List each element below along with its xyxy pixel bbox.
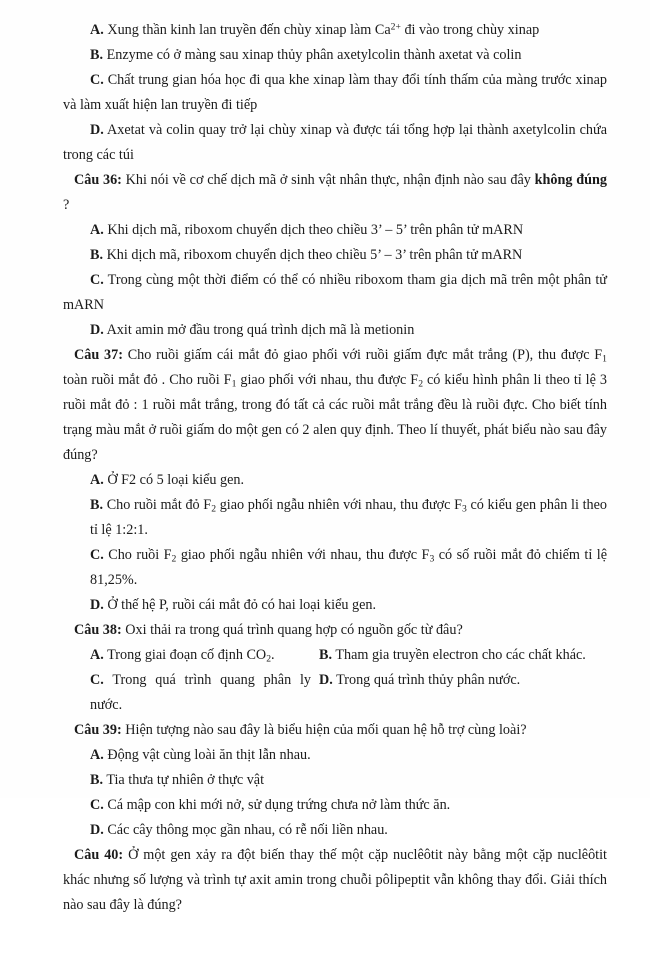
option-b bbox=[63, 768, 607, 793]
option-letter: C. bbox=[90, 672, 104, 688]
subscript-co2: 2 bbox=[266, 653, 272, 665]
question-stem-text: Cho ruồi giấm cái mắt đỏ giao phối với ruồi giấm đực mắt trắng (P), thu được $F_1$ toàn ruồi mắt đỏ . Cho ruồi $F_1$ giao phối với nhau, thu được $F_2$ có kiểu hình phân li theo tỉ lệ 3 ruồi mắt đỏ : 1 ruồi mắt trắng, trong đó tất cả các ruồi mắt trắng đều là ruồi đực. Cho biết tính trạng màu mắt ở ruồi giấm do một gen có 2 alen quy định. Theo lí thuyết, phát biểu nào sau đây đúng? bbox=[63, 347, 607, 463]
option-letter: B. bbox=[319, 647, 333, 663]
option-text-before: Xung thần kinh lan truyền đến chùy xinap làm Ca bbox=[107, 22, 391, 38]
option-letter: C. bbox=[90, 547, 104, 563]
question-37 bbox=[63, 343, 607, 618]
question-38 bbox=[63, 618, 607, 718]
option-text: Chất trung gian hóa học đi qua khe xinap làm thay đổi tính thấm của màng trước xinap và làm xuất hiện lan truyền đi tiếp bbox=[63, 72, 607, 113]
option-text: Trong cùng một thời điểm có thể có nhiều riboxom tham gia dịch mã trên một phân tử mARN bbox=[63, 272, 607, 313]
option-c bbox=[63, 268, 607, 318]
option-b bbox=[63, 493, 607, 543]
option-text-before: Trong giai đoạn cố định CO bbox=[107, 647, 267, 663]
option-b bbox=[311, 643, 607, 668]
option-a bbox=[63, 743, 607, 768]
subscript: 3 bbox=[462, 503, 467, 515]
option-letter: C. bbox=[90, 272, 104, 288]
option-a bbox=[63, 468, 607, 493]
question-number: Câu 38: bbox=[74, 622, 122, 638]
carryover-option-group bbox=[63, 18, 607, 168]
option-text: Khi dịch mã, riboxom chuyển dịch theo chiều 5’ – 3’ trên phân tử mARN bbox=[106, 247, 523, 263]
question-stem-text: Oxi thải ra trong quá trình quang hợp có nguồn gốc từ đâu? bbox=[125, 622, 463, 638]
option-b bbox=[63, 243, 607, 268]
question-stem-text: Ở một gen xảy ra đột biến thay thế một cặp nuclêôtit này bằng một cặp nuclêôtit khác nhưng số lượng và trình tự axit amin trong chuỗi pôlipeptit vẫn không thay đổi. Giải thích nào sau đây là đúng? bbox=[63, 847, 607, 913]
option-text: Axit amin mở đầu trong quá trình dịch mã là metionin bbox=[106, 322, 415, 338]
option-d bbox=[63, 593, 607, 618]
option-text-after: . bbox=[271, 647, 275, 663]
option-text: Trong quá trình thủy phân nước. bbox=[336, 672, 521, 688]
subscript: 1 bbox=[231, 378, 237, 390]
option-text: Khi dịch mã, riboxom chuyển dịch theo chiều 3’ – 5’ trên phân tử mARN bbox=[107, 222, 524, 238]
option-row-2 bbox=[63, 668, 607, 718]
option-letter: A. bbox=[90, 22, 104, 38]
option-letter: A. bbox=[90, 222, 104, 238]
question-40 bbox=[63, 843, 607, 918]
option-letter: D. bbox=[90, 322, 104, 338]
option-a bbox=[63, 643, 311, 668]
option-letter: B. bbox=[90, 47, 104, 63]
option-letter: A. bbox=[90, 747, 104, 763]
option-c bbox=[63, 793, 607, 818]
question-stem bbox=[63, 718, 607, 743]
subscript: 3 bbox=[429, 553, 435, 565]
option-letter: C. bbox=[90, 72, 104, 88]
option-letter: D. bbox=[90, 597, 104, 613]
question-stem-tail: ? bbox=[63, 197, 70, 213]
question-stem bbox=[63, 618, 607, 643]
option-letter: D. bbox=[90, 822, 104, 838]
option-text: Axetat và colin quay trở lại chùy xinap và được tái tổng hợp lại thành axetylcolin chứa trong các túi bbox=[63, 122, 608, 163]
question-number: Câu 40: bbox=[74, 847, 124, 863]
option-d bbox=[63, 318, 607, 343]
option-letter: B. bbox=[90, 772, 104, 788]
option-text: Các cây thông mọc gần nhau, có rễ nối liền nhau. bbox=[107, 822, 388, 838]
option-text: Cá mập con khi mới nở, sử dụng trứng chưa nở làm thức ăn. bbox=[107, 797, 451, 813]
option-text: Tia thưa tự nhiên ở thực vật bbox=[106, 772, 265, 788]
option-text: Ở thế hệ P, ruồi cái mắt đỏ có hai loại kiểu gen. bbox=[107, 597, 377, 613]
option-row-1 bbox=[63, 643, 607, 668]
question-stem-text: Khi nói về cơ chế dịch mã ở sinh vật nhân thực, nhận định nào sau đây bbox=[125, 172, 535, 188]
option-text: Ở F2 có 5 loại kiểu gen. bbox=[107, 472, 245, 488]
question-stem-text: Hiện tượng nào sau đây là biểu hiện của mối quan hệ hỗ trợ cùng loài? bbox=[125, 722, 527, 738]
question-36 bbox=[63, 168, 607, 343]
option-text: Tham gia truyền electron cho các chất khác. bbox=[335, 647, 586, 663]
subscript: 1 bbox=[602, 353, 607, 365]
option-text: Cho ruồi mắt đỏ $F_2$ giao phối ngẫu nhiên với nhau, thu được $F_3$ có kiểu gen phân li theo tỉ lệ 1:2:1. bbox=[90, 497, 608, 538]
question-stem bbox=[63, 168, 607, 218]
subscript: 2 bbox=[171, 553, 177, 565]
question-stem bbox=[63, 343, 607, 468]
option-c bbox=[63, 543, 607, 593]
question-39 bbox=[63, 718, 607, 843]
superscript-charge: 2+ bbox=[390, 21, 401, 33]
carryover-option-d bbox=[63, 118, 607, 168]
option-letter: C. bbox=[90, 797, 104, 813]
question-number: Câu 39: bbox=[74, 722, 122, 738]
subscript: 2 bbox=[418, 378, 424, 390]
carryover-option-b bbox=[63, 43, 607, 68]
option-c bbox=[63, 668, 311, 718]
option-letter: D. bbox=[90, 122, 104, 138]
question-number: Câu 36: bbox=[74, 172, 122, 188]
option-text: Enzyme có ở màng sau xinap thủy phân axetylcolin thành axetat và colin bbox=[106, 47, 522, 63]
question-stem bbox=[63, 843, 607, 918]
option-letter: A. bbox=[90, 472, 104, 488]
question-stem-emphasis: không đúng bbox=[534, 172, 607, 188]
page-bottom-margin bbox=[63, 918, 607, 978]
option-text: Trong quá trình quang phân ly nước. bbox=[90, 672, 311, 713]
option-letter: A. bbox=[90, 647, 104, 663]
option-d bbox=[63, 818, 607, 843]
question-number: Câu 37: bbox=[74, 347, 123, 363]
option-d bbox=[311, 668, 607, 693]
carryover-option-c bbox=[63, 68, 607, 118]
option-text: Động vật cùng loài ăn thịt lẫn nhau. bbox=[107, 747, 311, 763]
option-letter: B. bbox=[90, 247, 104, 263]
option-letter: B. bbox=[90, 497, 104, 513]
carryover-option-a bbox=[63, 18, 607, 43]
option-letter: D. bbox=[319, 672, 333, 688]
option-text: Cho ruồi $F_2$ giao phối ngẫu nhiên với nhau, thu được $F_3$ có số ruồi mắt đỏ chiếm tỉ lệ 81,25%. bbox=[90, 547, 607, 588]
option-text-after: đi vào trong chùy xinap bbox=[400, 22, 540, 38]
option-a bbox=[63, 218, 607, 243]
subscript: 2 bbox=[211, 503, 217, 515]
